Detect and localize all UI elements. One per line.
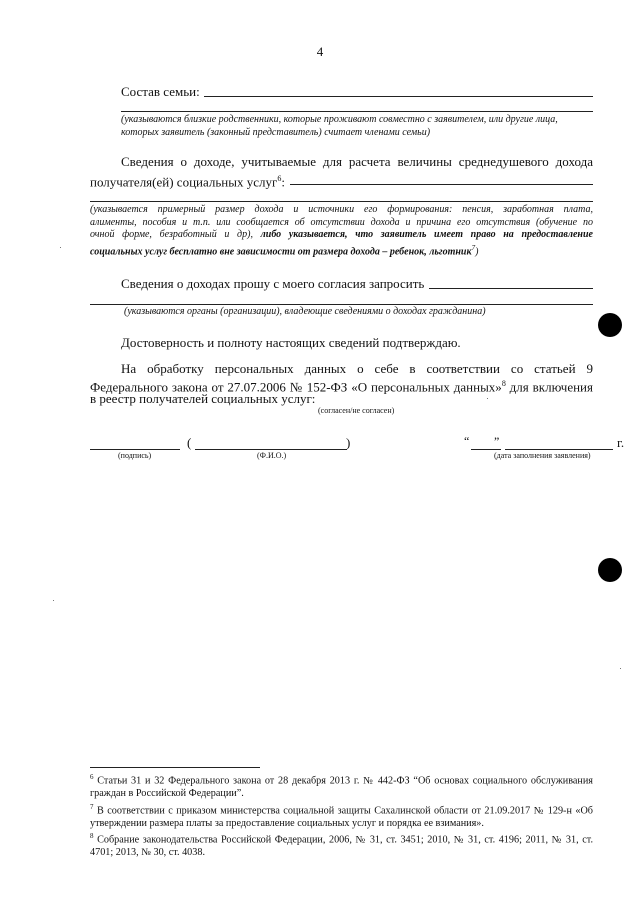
- income-line-1: Сведения о доходе, учитываемые для расчета величины среднедушевого дохода: [121, 154, 593, 169]
- binder-hole-top: [598, 313, 622, 337]
- scan-speck: [53, 600, 54, 601]
- page-number: 4: [316, 44, 324, 59]
- date-quote-close: ”: [494, 434, 500, 448]
- footnote-7: [90, 801, 593, 831]
- name-label: (Ф.И.О.): [257, 451, 287, 460]
- footnote-ref-6: 6: [277, 174, 282, 183]
- footnote-ref-7: 7: [471, 243, 476, 252]
- family-input-line-2[interactable]: [121, 111, 593, 112]
- request-input-line[interactable]: [429, 288, 593, 289]
- family-label: Состав семьи:: [121, 84, 200, 99]
- footnote-separator: [90, 767, 260, 768]
- confirm-text: Достоверность и полноту настоящих сведений подтверждаю.: [121, 335, 461, 350]
- name-open-paren: (: [187, 435, 192, 450]
- date-label: (дата заполнения заявления): [494, 451, 591, 460]
- income-note: [90, 204, 593, 258]
- income-note-line-1: (указывается примерный размер дохода и источники его формирования: пенсия, заработная плата,: [90, 204, 593, 215]
- footnote-6: [90, 771, 593, 801]
- footnote-6-mark: 6: [90, 773, 94, 781]
- name-line[interactable]: [195, 449, 347, 450]
- footnote-7-mark: 7: [90, 802, 94, 811]
- footnote-7-text: В соответствии с приказом министерства социальной защиты Сахалинской области от 21.09.2017 № 129-н «Об утверждении размера платы за предоставление социальных услуг и порядка ее взимания».: [90, 804, 593, 829]
- income-input-line[interactable]: [290, 184, 593, 185]
- footnote-6-text: Статьи 31 и 32 Федерального закона от 28 декабря 2013 г. № 442-ФЗ “Об основах социального обслуживания граждан в Российской Федерации”.: [90, 775, 593, 799]
- consent-line-2-text: Федерального закона от 27.07.2006 № 152-ФЗ «О персональных данных»: [90, 379, 502, 395]
- income-input-line-2[interactable]: [90, 201, 593, 202]
- consent-line-1: На обработку персональных данных о себе в соответствии со статьей 9: [121, 361, 593, 376]
- family-input-line[interactable]: [204, 96, 593, 97]
- income-note-line-2: алименты, пособия и т.п. или сообщается об отсутствии дохода и причина его отсутствия (обучение по: [90, 216, 593, 228]
- scan-speck: [487, 398, 488, 399]
- consent-note: (согласен/не согласен): [318, 406, 395, 415]
- binder-hole-bottom: [598, 558, 622, 582]
- scan-speck: [620, 668, 621, 669]
- income-note-line-4-bold: социальных услуг бесплатно вне зависимости от размера дохода – ребенок, льготник: [90, 245, 472, 257]
- family-note: (указываются близкие родственники, которые проживают совместно с заявителем, или другие лица, которых заявитель (законный представитель) считает членами семьи): [121, 114, 558, 138]
- scan-speck: [60, 247, 61, 248]
- income-note-line-3-plain: очной форме, безработный и др),: [90, 229, 261, 240]
- year-suffix: г.: [617, 435, 625, 450]
- income-note-line-4: [90, 242, 593, 259]
- request-note: (указываются органы (организации), владеющие сведениями о доходах гражданина): [124, 306, 486, 317]
- income-note-line-3: [90, 229, 593, 242]
- income-note-line-4-end: ): [475, 245, 479, 257]
- name-close-paren: ): [346, 435, 351, 450]
- day-line[interactable]: [471, 449, 501, 450]
- request-text: Сведения о доходах прошу с моего согласия запросить: [121, 276, 425, 291]
- income-note-line-3-bold: либо указывается, что заявитель имеет право на предоставление: [260, 229, 593, 240]
- footnote-8-mark: 8: [90, 832, 94, 841]
- income-colon: :: [281, 174, 285, 190]
- consent-line-2-suffix: для включения: [505, 379, 593, 395]
- signature-label: (подпись): [118, 451, 152, 460]
- footnotes: [90, 771, 593, 860]
- month-year-line[interactable]: [505, 449, 613, 450]
- footnote-8: [90, 830, 593, 860]
- footnote-8-text: Собрание законодательства Российской Федерации, 2006, № 31, ст. 3451; 2010, № 31, ст. 4196; 2011, № 31, ст. 4701; 2013, № 30, ст. 4038.: [90, 834, 593, 859]
- date-quote-open: “: [464, 434, 470, 448]
- footnote-ref-8: 8: [501, 379, 506, 388]
- income-line-2-text: получателя(ей) социальных услуг: [90, 174, 278, 190]
- request-input-line-2[interactable]: [90, 304, 593, 305]
- signature-line[interactable]: [90, 449, 180, 450]
- income-line-2: [90, 171, 285, 190]
- consent-line-3: в реестр получателей социальных услуг:: [90, 391, 316, 406]
